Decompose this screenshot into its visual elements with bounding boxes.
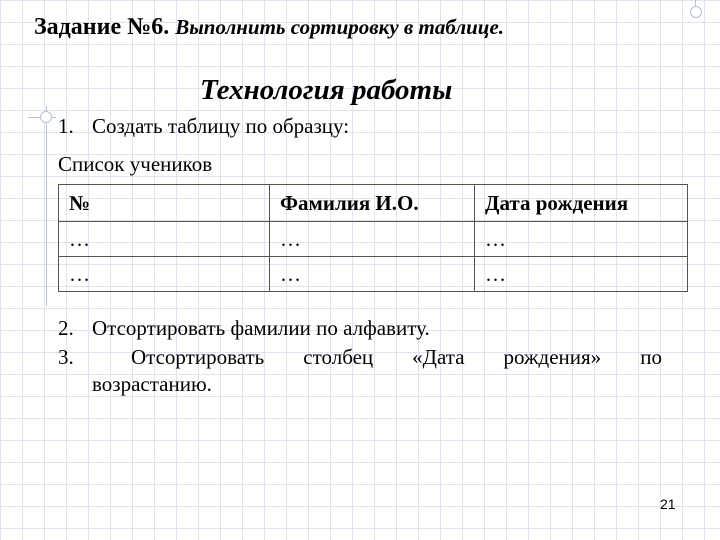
table-cell: … bbox=[59, 257, 270, 292]
decorative-vertical-line bbox=[46, 106, 47, 306]
table-cell: … bbox=[475, 222, 688, 257]
header-number: № bbox=[59, 185, 270, 222]
section-heading: Технология работы bbox=[200, 74, 453, 106]
step-word: Отсортировать bbox=[131, 345, 265, 369]
step-3-continuation: возрастанию. bbox=[92, 372, 212, 396]
step-number: 3. bbox=[58, 345, 74, 369]
table-cell: … bbox=[59, 222, 270, 257]
step-word: рождения» bbox=[503, 345, 602, 369]
table-cell: … bbox=[270, 222, 475, 257]
table-cell: … bbox=[475, 257, 688, 292]
step-number: 1. bbox=[58, 114, 74, 138]
header-name: Фамилия И.О. bbox=[270, 185, 475, 222]
decorative-corner-circle bbox=[690, 6, 702, 18]
table-row bbox=[59, 222, 688, 257]
step-2 bbox=[58, 316, 430, 341]
decorative-circle bbox=[40, 111, 52, 123]
step-text: Создать таблицу по образцу: bbox=[92, 114, 350, 138]
table-header-row bbox=[59, 185, 688, 222]
step-3-line bbox=[58, 345, 662, 370]
step-word: по bbox=[640, 345, 662, 369]
task-title bbox=[34, 14, 504, 41]
step-word: «Дата bbox=[412, 345, 465, 369]
step-1 bbox=[58, 114, 349, 139]
table-caption: Список учеников bbox=[58, 152, 213, 176]
task-label: Задание №6. bbox=[34, 14, 170, 40]
step-number: 2. bbox=[58, 316, 74, 340]
step-3 bbox=[58, 345, 662, 397]
step-text: Отсортировать фамилии по алфавиту. bbox=[92, 316, 430, 340]
page-number: 21 bbox=[660, 496, 676, 512]
students-table bbox=[58, 184, 688, 292]
step-word: столбец bbox=[303, 345, 374, 369]
table-cell: … bbox=[270, 257, 475, 292]
table-row bbox=[59, 257, 688, 292]
header-birthdate: Дата рождения bbox=[475, 185, 688, 222]
task-text: Выполнить сортировку в таблице. bbox=[175, 15, 505, 39]
